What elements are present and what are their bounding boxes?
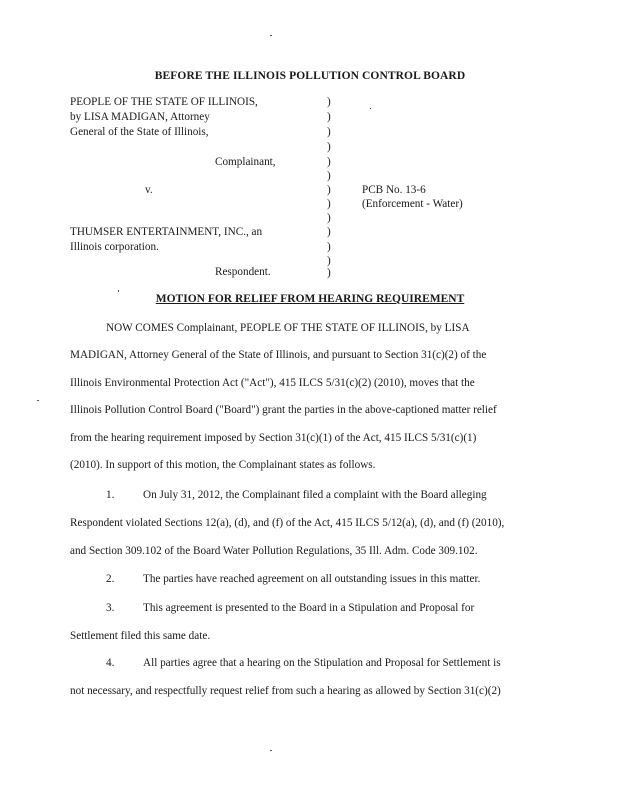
scan-speck xyxy=(37,400,39,401)
caption-paren: ) xyxy=(327,111,331,123)
item-line: Respondent violated Sections 12(a), (d), and (f) of the Act, 415 ILCS 5/12(a), (d), and (f) (2010), xyxy=(70,517,505,529)
caption-paren: ) xyxy=(327,198,331,210)
item-line: The parties have reached agreement on all outstanding issues in this matter. xyxy=(143,573,481,585)
caption-paren: ) xyxy=(327,156,331,168)
complainant-label: Complainant, xyxy=(215,156,276,168)
intro-line: from the hearing requirement imposed by Section 31(c)(1) of the Act, 415 ILCS 5/31(c)(1) xyxy=(70,432,477,444)
defendant-line: THUMSER ENTERTAINMENT, INC., an xyxy=(70,226,263,238)
caption-paren: ) xyxy=(327,255,331,267)
item-line: This agreement is presented to the Board in a Stipulation and Proposal for xyxy=(143,602,475,614)
caption-paren: ) xyxy=(327,126,331,138)
caption-paren: ) xyxy=(327,226,331,238)
caption-paren: ) xyxy=(327,212,331,224)
item-number: 1. xyxy=(106,489,115,501)
caption-paren: ) xyxy=(327,141,331,153)
plaintiff-line: PEOPLE OF THE STATE OF ILLINOIS, xyxy=(70,96,258,108)
caption-paren: ) xyxy=(327,184,331,196)
versus-label: v. xyxy=(145,184,153,196)
defendant-line: Illinois corporation. xyxy=(70,241,159,253)
intro-line: Illinois Pollution Control Board ("Board") grant the parties in the above-captioned matter relief xyxy=(70,404,497,416)
board-title: BEFORE THE ILLINOIS POLLUTION CONTROL BOARD xyxy=(154,70,466,82)
item-line: On July 31, 2012, the Complainant filed a complaint with the Board alleging xyxy=(143,489,487,501)
item-number: 2. xyxy=(106,573,115,585)
item-line: Settlement filed this same date. xyxy=(70,630,211,642)
respondent-label: Respondent. xyxy=(215,266,271,278)
intro-line: (2010). In support of this motion, the Complainant states as follows. xyxy=(70,459,376,471)
plaintiff-line: by LISA MADIGAN, Attorney xyxy=(70,111,210,123)
plaintiff-line: General of the State of Illinois, xyxy=(70,126,209,138)
caption-paren: ) xyxy=(327,241,331,253)
scan-speck xyxy=(370,108,371,109)
scan-speck xyxy=(270,750,272,751)
case-number: PCB No. 13-6 xyxy=(362,184,426,196)
caption-paren: ) xyxy=(327,96,331,108)
item-line: All parties agree that a hearing on the Stipulation and Proposal for Settlement is xyxy=(143,657,501,669)
item-line: and Section 309.102 of the Board Water Pollution Regulations, 35 Ill. Adm. Code 309.102. xyxy=(70,545,478,557)
motion-title: MOTION FOR RELIEF FROM HEARING REQUIREMENT xyxy=(155,293,465,305)
caption-paren: ) xyxy=(327,170,331,182)
item-line: not necessary, and respectfully request relief from such a hearing as allowed by Section 31(c)(2) xyxy=(70,685,501,697)
item-number: 4. xyxy=(106,657,115,669)
intro-line: MADIGAN, Attorney General of the State of Illinois, and pursuant to Section 31(c)(2) of the xyxy=(70,349,487,361)
item-number: 3. xyxy=(106,602,115,614)
scan-speck xyxy=(118,290,119,292)
case-type: (Enforcement - Water) xyxy=(362,198,463,210)
scan-speck xyxy=(270,35,272,36)
intro-line: Illinois Environmental Protection Act ("Act"), 415 ILCS 5/31(c)(2) (2010), moves that the xyxy=(70,377,475,389)
intro-line: NOW COMES Complainant, PEOPLE OF THE STATE OF ILLINOIS, by LISA xyxy=(106,322,470,334)
caption-paren: ) xyxy=(327,267,331,279)
